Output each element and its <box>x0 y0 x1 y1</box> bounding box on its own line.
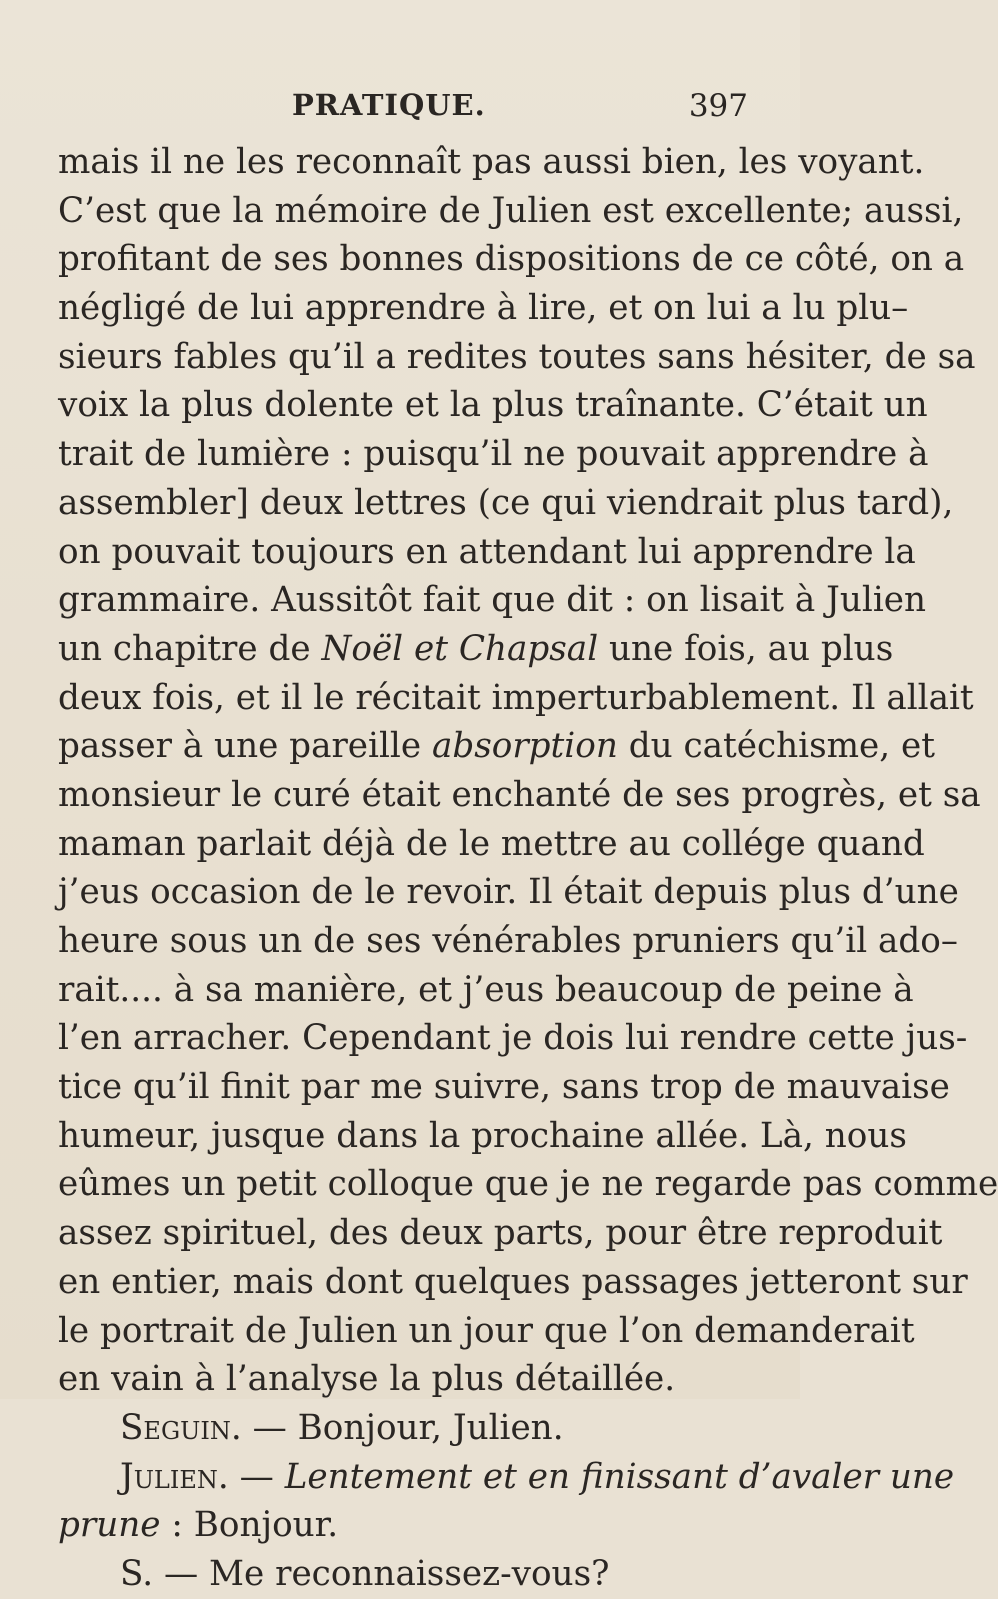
text-line: humeur, jusque dans la prochaine allée. Là, nous <box>58 1115 907 1156</box>
text-line: C’est que la mémoire de Julien est excellente; aussi, <box>58 190 964 231</box>
text-line: on pouvait toujours en attendant lui apprendre la <box>58 531 916 572</box>
text-line: maman parlait déjà de le mettre au collége quand <box>58 823 925 864</box>
dialogue-speech: — Me reconnaissez-vous? <box>163 1553 610 1594</box>
dialogue-line <box>58 1404 758 1453</box>
speaker-name: S. <box>120 1553 154 1594</box>
text-line: l’en arracher. Cependant je dois lui rendre cette jus- <box>58 1018 968 1059</box>
stage-direction: Lentement et en finissant d’avaler une <box>284 1456 955 1497</box>
text-segment: du catéchisme, et <box>628 726 935 767</box>
body-text <box>58 138 998 1599</box>
text-line: mais il ne les reconnaît pas aussi bien, les voyant. <box>58 142 925 182</box>
dialogue-speech: — Bonjour, Julien. <box>252 1407 564 1448</box>
text-line <box>58 625 894 674</box>
dialogue-line <box>58 1550 758 1599</box>
running-head: PRATIQUE. <box>292 88 486 122</box>
text-line: assez spirituel, des deux parts, pour être reproduit <box>58 1213 943 1254</box>
dialogue-dash: — <box>239 1456 274 1497</box>
page-number: 397 <box>688 88 748 124</box>
text-line: tice qu’il finit par me suivre, sans trop de mauvaise <box>58 1067 950 1108</box>
text-line: trait de lumière : puisqu’il ne pouvait apprendre à <box>58 434 929 475</box>
text-line: rait.... à sa manière, et j’eus beaucoup de peine à <box>58 969 914 1010</box>
page-header <box>46 0 756 140</box>
text-line: le portrait de Julien un jour que l’on demanderait <box>58 1310 915 1351</box>
text-segment: une fois, au plus <box>609 628 894 669</box>
text-line: eûmes un petit colloque que je ne regarde pas comme <box>58 1164 998 1205</box>
text-line: en entier, mais dont quelques passages jetteront sur <box>58 1261 968 1302</box>
text-line: assembler] deux lettres (ce qui viendrait plus tard), <box>58 482 954 523</box>
text-line: voix la plus dolente et la plus traînante. C’était un <box>58 385 928 426</box>
italic-word: absorption <box>431 726 618 767</box>
text-segment: un chapitre de <box>58 628 311 669</box>
stage-direction: prune <box>58 1505 161 1546</box>
text-line: profitant de ses bonnes dispositions de ce côté, on a <box>58 239 965 280</box>
italic-title: Noël et Chapsal <box>321 628 599 669</box>
speaker-name: Seguin. <box>120 1407 242 1448</box>
text-line: grammaire. Aussitôt fait que dit : on lisait à Julien <box>58 580 927 621</box>
speaker-name: Julien. <box>120 1456 229 1497</box>
text-line <box>58 722 935 771</box>
dialogue-line <box>58 1453 955 1502</box>
text-line: en vain à l’analyse la plus détaillée. <box>58 1359 676 1400</box>
text-line: monsieur le curé était enchanté de ses progrès, et sa <box>58 774 981 815</box>
text-line: sieurs fables qu’il a redites toutes sans hésiter, de sa <box>58 336 976 377</box>
text-line: négligé de lui apprendre à lire, et on lui a lu plu– <box>58 288 909 329</box>
text-line: j’eus occasion de le revoir. Il était depuis plus d’une <box>58 872 959 913</box>
dialogue-speech: : Bonjour. <box>171 1505 339 1546</box>
text-segment: passer à une pareille <box>58 726 422 767</box>
text-line: deux fois, et il le récitait imperturbablement. Il allait <box>58 677 974 718</box>
dialogue-line <box>58 1501 758 1550</box>
text-line: heure sous un de ses vénérables pruniers qu’il ado– <box>58 921 958 961</box>
